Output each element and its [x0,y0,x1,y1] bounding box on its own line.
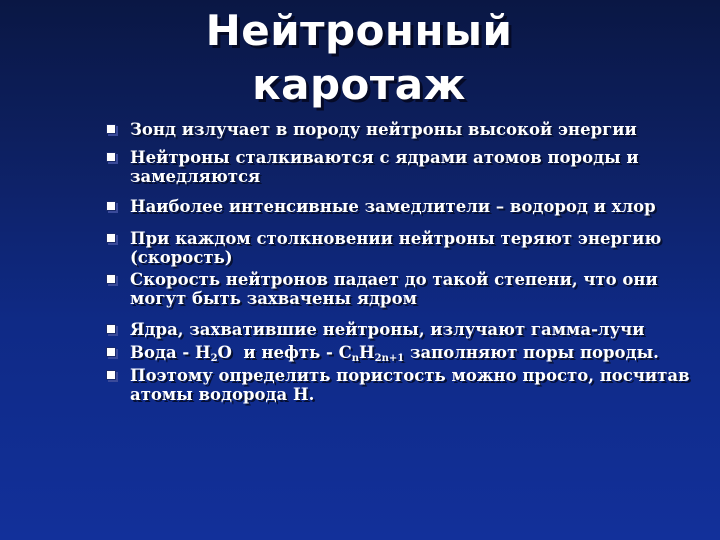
bullet-text: Ядра, захватившие нейтроны, излучают гамма-лучи [130,320,645,339]
bullet-text: Зонд излучает в породу нейтроны высокой энергии [130,120,637,139]
square-bullet-icon [106,370,116,380]
subscript: 2 [210,353,218,364]
subscript: 2n+1 [374,353,405,364]
bullet-item [106,148,696,186]
square-bullet-icon [106,152,116,162]
bullet-text: Наиболее интенсивные замедлители – водород и хлор [130,197,656,216]
subscript: n [351,353,360,364]
bullet-item [106,197,696,216]
square-bullet-icon [106,124,116,134]
bullet-text: Скорость нейтронов падает до такой степени, что они могут быть захвачены ядром [130,270,658,308]
slide-title-line-1: Нейтронный [205,6,513,55]
bullet-item [106,343,696,362]
bullet-item [106,120,696,139]
slide-title-line-2: каротаж [252,60,466,109]
formula-text: О и нефть - С [217,343,352,362]
square-bullet-icon [106,347,116,357]
formula-text: Н [359,343,375,362]
bullet-text: Поэтому определить пористость можно просто, посчитав атомы водорода Н. [130,366,690,404]
square-bullet-icon [106,274,116,284]
bullet-item [106,320,696,339]
formula-text: заполняют поры породы. [404,343,659,362]
bullet-text: При каждом столкновении нейтроны теряют энергию (скорость) [130,229,662,267]
bullet-text: Нейтроны сталкиваются с ядрами атомов породы и замедляются [130,148,639,186]
square-bullet-icon [106,201,116,211]
square-bullet-icon [106,324,116,334]
slide-title [0,4,720,112]
square-bullet-icon [106,233,116,243]
bullet-item [106,366,696,404]
bullet-text [130,343,659,362]
bullet-item [106,270,696,308]
bullet-list [106,120,696,404]
bullet-item [106,229,696,267]
formula-text: Вода - Н [130,343,211,362]
